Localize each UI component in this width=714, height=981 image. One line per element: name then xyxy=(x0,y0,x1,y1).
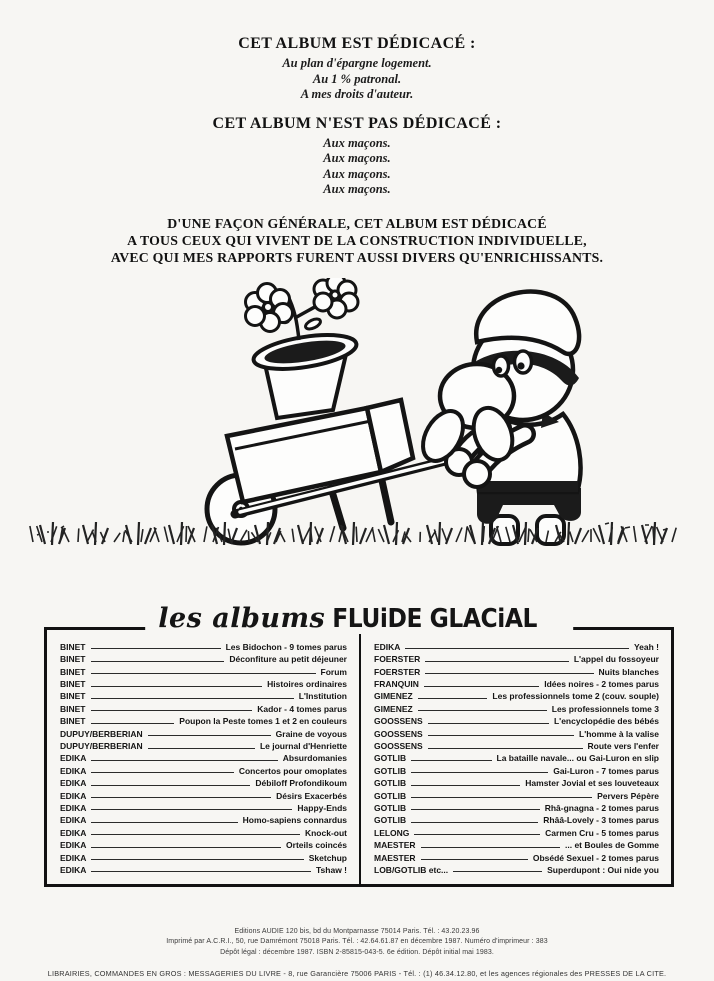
dedication-title: CET ALBUM EST DÉDICACÉ : xyxy=(238,35,476,52)
flower-pot xyxy=(251,329,358,418)
author-name: EDIKA xyxy=(374,641,401,652)
album-title: Histoires ordinaires xyxy=(267,679,347,690)
leader-line xyxy=(91,723,175,724)
catalog-row xyxy=(374,689,659,701)
catalog-row xyxy=(374,726,659,738)
catalog-row xyxy=(60,801,347,813)
album-title: Forum xyxy=(320,666,347,677)
catalog-row xyxy=(60,689,347,701)
author-name: FOERSTER xyxy=(374,654,421,665)
album-title: Homo-sapiens connardus xyxy=(242,815,347,826)
catalog-row xyxy=(374,664,659,676)
dedication-section xyxy=(0,0,714,198)
author-name: GOTLIB xyxy=(374,815,407,826)
catalog-row xyxy=(60,640,347,652)
album-title: Knock-out xyxy=(304,827,347,838)
author-name: GOTLIB xyxy=(374,753,407,764)
author-name: GOTLIB xyxy=(374,790,407,801)
leader-line xyxy=(425,673,593,674)
album-title: Carmen Cru - 5 tomes parus xyxy=(545,827,659,838)
catalog-row xyxy=(60,701,347,713)
catalog-row xyxy=(60,788,347,800)
wheelbarrow-cartoon-illustration xyxy=(29,278,685,550)
publisher-lines xyxy=(0,927,714,959)
leader-line xyxy=(148,748,255,749)
publisher-line: Editions AUDIE 120 bis, bd du Montparnasse 75014 Paris. Tél. : 43.20.23.96 xyxy=(234,927,480,935)
catalog-row xyxy=(60,726,347,738)
author-name: BINET xyxy=(60,666,86,677)
catalog-row xyxy=(374,850,659,862)
catalog-row xyxy=(374,825,659,837)
author-name: DUPUY/BERBERIAN xyxy=(60,728,143,739)
publisher-line: Imprimé par A.C.R.I., 50, rue Damrémont 75018 Paris. Tél. : 42.64.61.87 en décembre 1987. Numéro d'imprimeur : 383 xyxy=(166,938,548,946)
catalog-row xyxy=(374,788,659,800)
leader-line xyxy=(91,871,311,872)
author-name: FRANQUIN xyxy=(374,679,419,690)
leader-line xyxy=(91,809,292,810)
leader-line xyxy=(91,661,225,662)
leader-line xyxy=(91,834,300,835)
author-name: GOOSSENS xyxy=(374,728,423,739)
author-name: GOTLIB xyxy=(374,765,407,776)
dedication-line: Au 1 % patronal. xyxy=(312,71,402,86)
catalog-row xyxy=(374,677,659,689)
gardener-character xyxy=(415,291,581,543)
not-dedication-line: Aux maçons. xyxy=(323,135,391,150)
leader-line xyxy=(91,686,263,687)
leader-line xyxy=(411,760,491,761)
flower-blossom xyxy=(314,278,358,318)
catalog-row xyxy=(60,825,347,837)
leader-line xyxy=(91,772,233,773)
leader-line xyxy=(425,661,569,662)
album-title: Le journal d'Henriette xyxy=(259,741,347,752)
not-dedication-title: CET ALBUM N'EST PAS DÉDICACÉ : xyxy=(212,114,502,132)
leader-line xyxy=(405,648,629,649)
catalog-row xyxy=(374,838,659,850)
author-name: EDIKA xyxy=(60,864,87,875)
leader-line xyxy=(428,748,583,749)
album-title: Nuits blanches xyxy=(598,666,659,677)
general-dedication-line: A TOUS CEUX QUI VIVENT DE LA CONSTRUCTION INDIVIDUELLE, xyxy=(127,232,587,248)
author-name: EDIKA xyxy=(60,852,87,863)
catalog-row xyxy=(60,776,347,788)
not-dedication-line: Aux maçons. xyxy=(323,166,391,181)
catalog-row xyxy=(374,751,659,763)
catalog-row xyxy=(60,677,347,689)
album-title: Hamster Jovial et ses louveteaux xyxy=(525,778,659,789)
author-name: GOTLIB xyxy=(374,802,407,813)
leader-line xyxy=(411,785,520,786)
leader-line xyxy=(91,698,294,699)
catalog-row xyxy=(374,701,659,713)
catalog-row xyxy=(60,652,347,664)
logo-fluide-glacial: FLUiDE GLACiAL xyxy=(332,603,538,634)
catalog-row xyxy=(60,751,347,763)
leader-line xyxy=(91,710,253,711)
leader-line xyxy=(428,723,549,724)
not-dedication-line: Aux maçons. xyxy=(323,151,391,165)
author-name: GOOSSENS xyxy=(374,741,423,752)
leader-line xyxy=(453,871,542,872)
general-dedication-line: AVEC QUI MES RAPPORTS FURENT AUSSI DIVERS QU'ENRICHISSANTS. xyxy=(110,249,604,265)
leader-line xyxy=(411,772,548,773)
leader-line xyxy=(91,760,277,761)
leader-line xyxy=(418,710,547,711)
catalog-row xyxy=(374,776,659,788)
album-title: Débiloff Profondikoum xyxy=(255,778,347,789)
album-title: Happy-Ends xyxy=(297,802,347,813)
author-name: LELONG xyxy=(374,827,410,838)
album-title: Graine de voyous xyxy=(275,728,347,739)
album-title: Rhââ-Lovely - 3 tomes parus xyxy=(543,815,659,826)
author-name: BINET xyxy=(60,641,86,652)
not-dedication-line: Aux maçons. xyxy=(323,182,391,196)
leader-line xyxy=(414,834,540,835)
album-title: ... et Boules de Gomme xyxy=(565,840,659,851)
author-name: EDIKA xyxy=(60,840,87,851)
album-title: L'encyclopédie des bébés xyxy=(553,716,659,727)
album-title: Les Bidochon - 9 tomes parus xyxy=(225,641,347,652)
publisher-line: Dépôt légal : décembre 1987. ISBN 2-85815-043-5. 6e édition. Dépôt initial mai 1983. xyxy=(220,948,494,956)
album-title: L'appel du fossoyeur xyxy=(573,654,659,665)
author-name: EDIKA xyxy=(60,753,87,764)
album-title: Obsédé Sexuel - 2 tomes parus xyxy=(532,852,659,863)
eye xyxy=(515,351,532,373)
author-name: GIMENEZ xyxy=(374,691,413,702)
leader-line xyxy=(428,735,574,736)
author-name: GOTLIB xyxy=(374,778,407,789)
album-title: Poupon la Peste tomes 1 et 2 en couleurs xyxy=(179,716,347,727)
leader-line xyxy=(91,785,250,786)
author-name: BINET xyxy=(60,691,86,702)
album-title: Idées noires - 2 tomes parus xyxy=(544,679,659,690)
catalog-row xyxy=(60,763,347,775)
catalog-row xyxy=(374,863,659,875)
leader-line xyxy=(411,822,538,823)
waistband xyxy=(478,481,578,492)
album-title: Désirs Exacerbés xyxy=(276,790,347,801)
distribution-line: LIBRAIRIES, COMMANDES EN GROS : MESSAGERIES DU LIVRE - 8, rue Garancière 75006 PARIS - Tél. : (1) 46.34.12.80, et les agences régionales des PRESSES DE LA CITE. xyxy=(47,969,667,979)
author-name: LOB/GOTLIB etc... xyxy=(374,864,449,875)
general-dedication xyxy=(0,215,714,266)
album-title: Gai-Luron - 7 tomes parus xyxy=(553,765,659,776)
album-title: L'homme à la valise xyxy=(579,728,659,739)
album-title: Les professionnels tome 3 xyxy=(551,703,659,714)
album-title: La bataille navale... ou Gai-Luron en slip xyxy=(496,753,659,764)
leader-line xyxy=(148,735,271,736)
album-title: Rhâ-gnagna - 2 tomes parus xyxy=(544,802,659,813)
album-title: Superdupont : Oui nide you xyxy=(547,864,659,875)
author-name: EDIKA xyxy=(60,790,87,801)
leader-line xyxy=(91,648,221,649)
catalog-row xyxy=(60,863,347,875)
catalog-row xyxy=(374,801,659,813)
leader-line xyxy=(421,859,528,860)
catalog-row xyxy=(60,850,347,862)
album-title: Déconfiture au petit déjeuner xyxy=(229,654,347,665)
leader-line xyxy=(421,847,560,848)
leader-line xyxy=(424,686,539,687)
author-name: BINET xyxy=(60,679,86,690)
author-name: GIMENEZ xyxy=(374,703,413,714)
catalog-left-column xyxy=(47,630,359,884)
author-name: GOOSSENS xyxy=(374,716,423,727)
dedication-line: Au plan d'épargne logement. xyxy=(282,56,432,70)
catalog-right-column xyxy=(359,630,671,884)
dedication-lines xyxy=(0,56,714,103)
author-name: DUPUY/BERBERIAN xyxy=(60,741,143,752)
catalog-table xyxy=(47,630,671,884)
fluide-glacial-logo xyxy=(145,603,573,634)
leader-line xyxy=(91,847,281,848)
album-title: Orteils coincés xyxy=(286,840,347,851)
albums-catalog xyxy=(44,602,674,887)
flower-blossom xyxy=(246,283,293,331)
album-title: Absurdomanies xyxy=(282,753,347,764)
catalog-row xyxy=(374,739,659,751)
not-dedication-lines xyxy=(0,136,714,198)
eye xyxy=(494,356,509,376)
leader-line xyxy=(91,797,271,798)
album-title: Concertos pour omoplates xyxy=(238,765,347,776)
flower-plant xyxy=(246,278,359,340)
catalog-row xyxy=(60,664,347,676)
logo-les-albums: les albums xyxy=(158,602,326,634)
catalog-row xyxy=(60,714,347,726)
catalog-row xyxy=(374,714,659,726)
author-name: EDIKA xyxy=(60,765,87,776)
author-name: BINET xyxy=(60,716,86,727)
album-title: Sketchup xyxy=(308,852,347,863)
catalog-row xyxy=(374,763,659,775)
catalog-row xyxy=(60,838,347,850)
author-name: MAESTER xyxy=(374,840,416,851)
author-name: EDIKA xyxy=(60,815,87,826)
catalog-row xyxy=(374,652,659,664)
author-name: EDIKA xyxy=(60,802,87,813)
author-name: MAESTER xyxy=(374,852,416,863)
catalog-row xyxy=(374,640,659,652)
author-name: EDIKA xyxy=(60,827,87,838)
album-title: Pervers Pépère xyxy=(597,790,659,801)
album-title: Tshaw ! xyxy=(315,864,347,875)
album-title: Yeah ! xyxy=(633,641,659,652)
author-name: BINET xyxy=(60,703,86,714)
leader-line xyxy=(91,859,303,860)
album-title: Route vers l'enfer xyxy=(587,741,659,752)
album-title: L'Institution xyxy=(298,691,347,702)
author-name: EDIKA xyxy=(60,778,87,789)
imprint-footer xyxy=(0,927,714,979)
album-title: Kador - 4 tomes parus xyxy=(257,703,347,714)
catalog-row xyxy=(60,739,347,751)
leader-line xyxy=(418,698,488,699)
dedication-line: A mes droits d'auteur. xyxy=(300,87,414,101)
leader-line xyxy=(411,797,592,798)
leader-line xyxy=(91,822,237,823)
catalog-row xyxy=(60,813,347,825)
leader-line xyxy=(411,809,540,810)
author-name: BINET xyxy=(60,654,86,665)
catalog-row xyxy=(374,813,659,825)
general-dedication-line: D'UNE FAÇON GÉNÉRALE, CET ALBUM EST DÉDICACÉ xyxy=(167,215,547,231)
album-title: Les professionnels tome 2 (couv. souple) xyxy=(492,691,659,702)
grass-strip xyxy=(30,522,676,545)
author-name: FOERSTER xyxy=(374,666,421,677)
leader-line xyxy=(91,673,316,674)
hand xyxy=(464,461,490,487)
